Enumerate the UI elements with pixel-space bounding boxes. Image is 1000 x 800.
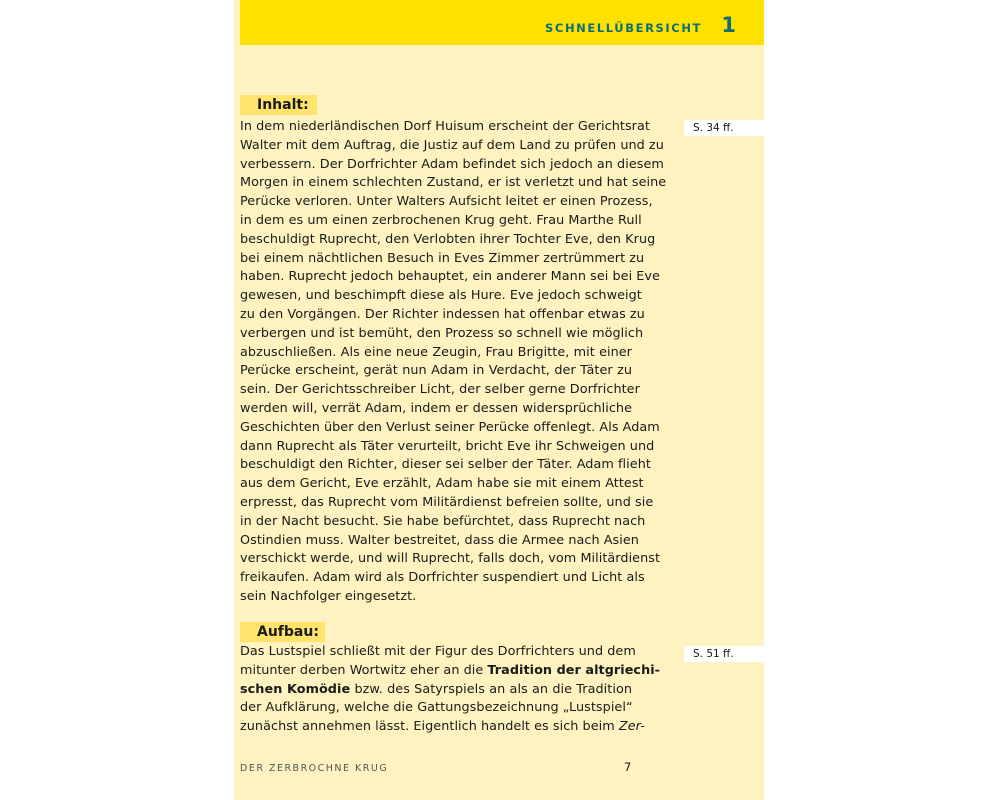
- text-line: in der Nacht besucht. Sie habe befürchtet, dass Ruprecht nach: [240, 513, 646, 529]
- text-line: erpresst, das Ruprecht vom Militärdienst befreien sollte, und sie: [240, 494, 654, 510]
- text-line: sein. Der Gerichtsschreiber Licht, der selber gerne Dorfrichter: [240, 382, 640, 398]
- footer-page-number: 7: [624, 760, 632, 774]
- text-line: Morgen in einem schlechten Zustand, er ist verletzt und hat seine: [240, 175, 667, 191]
- text-line: verschickt werde, und will Ruprecht, falls doch, vom Militärdienst: [240, 551, 661, 567]
- chapter-number: 1: [721, 13, 736, 37]
- text-line: In dem niederländischen Dorf Huisum erscheint der Gerichtsrat: [240, 119, 650, 134]
- text-line: beschuldigt den Richter, dieser sei selber der Täter. Adam flieht: [240, 457, 651, 473]
- text-line: Perücke erscheint, gerät nun Adam in Verdacht, der Täter zu: [240, 363, 632, 379]
- text-line: der Aufklärung, welche die Gattungsbezeichnung „Lustspiel“: [240, 700, 633, 716]
- text-line: werden will, verrät Adam, indem er dessen widersprüchliche: [240, 400, 632, 416]
- text-line: sein Nachfolger eingesetzt.: [240, 588, 417, 604]
- text-line: Perücke verloren. Unter Walters Aufsicht leitet er einen Prozess,: [240, 194, 653, 210]
- text-line: in dem es um einen zerbrochenen Krug geht. Frau Marthe Rull: [240, 212, 642, 228]
- header-band: [240, 0, 764, 45]
- text-line: gewesen, und beschimpft diese als Hure. Eve jedoch schweigt: [240, 288, 642, 304]
- italic-phrase: Zer-: [618, 719, 645, 735]
- margin-reference-aufbau: S. 51 ff.: [684, 646, 764, 662]
- text-line: Walter mit dem Auftrag, die Justiz auf dem Land zu prüfen und zu: [240, 137, 664, 153]
- bold-phrase: schen Komödie: [240, 681, 351, 697]
- text-line: bei einem nächtlichen Besuch in Eves Zimmer zertrümmert zu: [240, 250, 645, 266]
- text-line: abzuschließen. Als eine neue Zeugin, Frau Brigitte, mit einer: [240, 344, 632, 360]
- bold-phrase: Tradition der altgriechi-: [487, 662, 661, 678]
- margin-reference-inhalt: S. 34 ff.: [684, 120, 764, 136]
- text-line: zunächst annehmen lässt. Eigentlich handelt es sich beim Zer-: [240, 719, 645, 735]
- text-line: aus dem Gericht, Eve erzählt, Adam habe sie mit einem Attest: [240, 476, 644, 492]
- text-line: freikaufen. Adam wird als Dorfrichter suspendiert und Licht als: [240, 570, 645, 586]
- section-heading-aufbau: Aufbau:: [240, 622, 325, 642]
- section-heading-inhalt: Inhalt:: [240, 95, 317, 115]
- section-text-aufbau: [240, 643, 661, 737]
- footer-book-title: DER ZERBROCHNE KRUG: [240, 763, 389, 774]
- text-line: Geschichten über den Verlust seiner Perücke offenlegt. Als Adam: [240, 419, 660, 435]
- text-line: Das Lustspiel schließt mit der Figur des Dorfrichters und dem: [240, 644, 636, 659]
- header-title: SCHNELLÜBERSICHT: [545, 21, 702, 35]
- text-line: mitunter derben Wortwitz eher an die Tradition der altgriechi-: [240, 662, 661, 678]
- text-line: haben. Ruprecht jedoch behauptet, ein anderer Mann sei bei Eve: [240, 269, 660, 285]
- section-text-inhalt: [240, 118, 667, 607]
- text-line: verbergen und ist bemüht, den Prozess so schnell wie möglich: [240, 325, 644, 341]
- text-line: Ostindien muss. Walter bestreitet, dass die Armee nach Asien: [240, 532, 639, 548]
- text-line: dann Ruprecht als Täter verurteilt, bricht Eve ihr Schweigen und: [240, 438, 655, 454]
- text-line: schen Komödie bzw. des Satyrspiels an als an die Tradition: [240, 681, 632, 697]
- text-line: zu den Vorgängen. Der Richter indessen hat offenbar etwas zu: [240, 306, 645, 322]
- text-line: verbessern. Der Dorfrichter Adam befindet sich jedoch an diesem: [240, 156, 664, 172]
- text-line: beschuldigt Ruprecht, den Verlobten ihrer Tochter Eve, den Krug: [240, 231, 656, 247]
